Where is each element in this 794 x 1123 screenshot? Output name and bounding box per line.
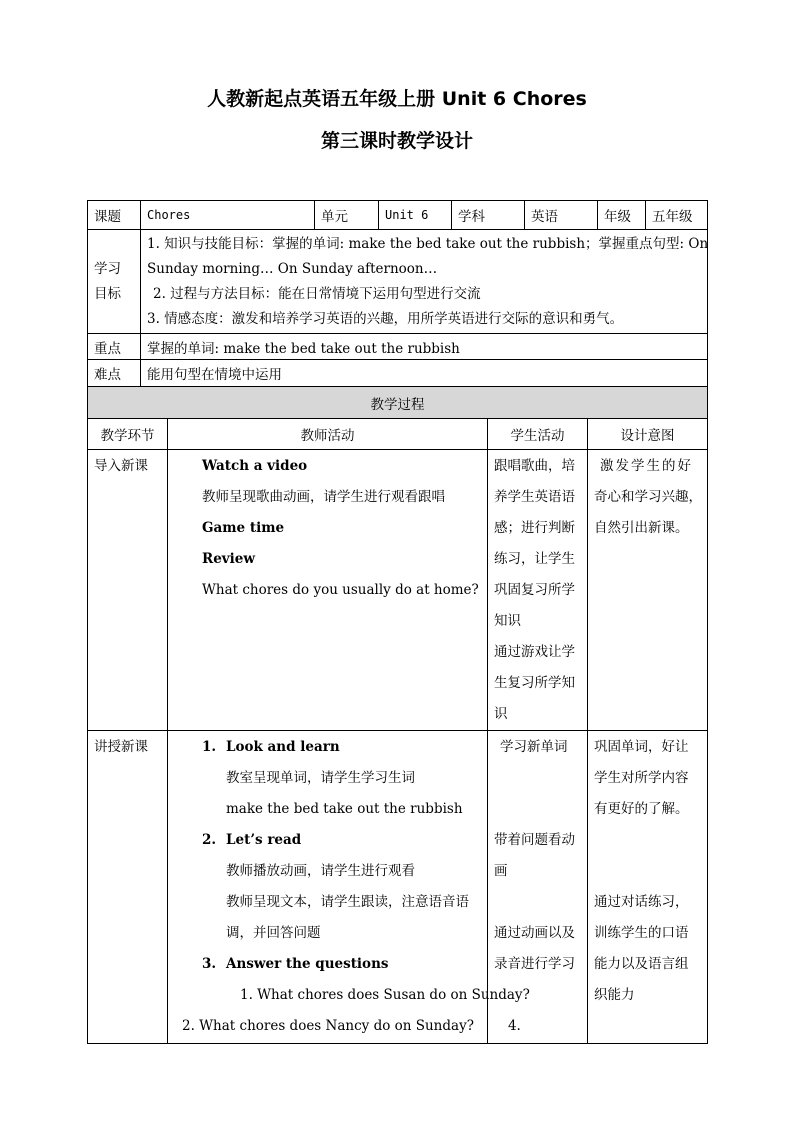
table-row [88, 450, 708, 731]
student-activity-cell [488, 450, 588, 731]
grade-label: 年级 [598, 201, 646, 230]
student-line: 知识 [494, 613, 521, 629]
activity-line: 1. What chores does Susan do on Sunday? [240, 987, 530, 1003]
activity-line: 2. Let’s read [202, 832, 302, 848]
topic-value: Chores [141, 201, 315, 230]
unit-value: Unit 6 [379, 201, 452, 230]
subject-value: 英语 [525, 201, 598, 230]
column-header-stage: 教学环节 [88, 419, 168, 450]
objectives-label-line2: 目标 [94, 285, 121, 302]
student-line: 识 [494, 706, 508, 722]
document-subtitle: 第三课时教学设计 [320, 130, 473, 152]
document-title: 人教新起点英语五年级上册 Unit 6 Chores [207, 88, 587, 110]
intent-line: 织能力 [594, 987, 635, 1003]
student-line [494, 887, 581, 918]
teaching-process-table [87, 386, 708, 1044]
grade-value: 五年级 [646, 201, 708, 230]
key-point-label: 重点 [88, 334, 141, 360]
intent-line: 有更好的了解。 [594, 801, 689, 817]
activity-line: 教师呈现文本，请学生跟读，注意语音语 [226, 894, 469, 910]
activity-line: make the bed take out the rubbish [226, 801, 463, 817]
intent-line: 能力以及语言组 [594, 956, 689, 972]
objectives-label-line1: 学习 [94, 260, 121, 277]
activity-line: What chores do you usually do at home? [202, 582, 479, 598]
activity-line: 教师播放动画，请学生进行观看 [226, 863, 415, 879]
student-line: 带着问题看动 [494, 832, 575, 848]
student-line: 跟唱歌曲，培 [494, 458, 575, 474]
student-line: 练习，让学生 [494, 551, 575, 567]
student-line: 录音进行学习 [494, 956, 575, 972]
difficulty-label: 难点 [88, 360, 141, 387]
student-line: 养学生英语语 [494, 489, 575, 505]
stage-label: 导入新课 [94, 458, 148, 474]
teacher-activity-cell [168, 450, 488, 731]
student-line: 通过游戏让学 [494, 644, 575, 660]
subject-label: 学科 [452, 201, 525, 230]
activity-line: 教室呈现单词，请学生学习生词 [226, 770, 415, 786]
intent-line: 自然引出新课。 [594, 520, 689, 536]
objective-line: 3. 情感态度：激发和培养学习英语的兴趣，用所学英语进行交际的意识和勇气。 [147, 310, 624, 327]
design-intent-cell [588, 450, 708, 731]
intent-line: 训练学生的口语 [594, 925, 689, 941]
intent-line: 激发学生的好 [600, 458, 693, 474]
topic-label: 课题 [88, 201, 141, 230]
column-header-student: 学生活动 [488, 419, 588, 450]
student-line: 生复习所学知 [494, 675, 575, 691]
intent-line: 奇心和学习兴趣， [594, 489, 702, 505]
table-row [88, 731, 708, 1044]
design-intent-cell [588, 731, 708, 1044]
lesson-info-table [87, 200, 708, 387]
teacher-activity-cell [168, 731, 530, 1044]
column-header-teacher: 教师活动 [168, 419, 488, 450]
objective-line: Sunday morning… On Sunday afternoon… [147, 260, 438, 277]
activity-line: Game time [202, 520, 285, 536]
activity-line: 1. Look and learn [202, 739, 340, 755]
activity-line: 教师呈现歌曲动画，请学生进行观看跟唱 [202, 489, 445, 505]
stage-label: 讲授新课 [94, 739, 148, 755]
stage-cell [88, 450, 168, 731]
objective-line: 2. 过程与方法目标：能在日常情境下运用句型进行交流 [153, 285, 481, 302]
student-line: 巩固复习所学 [494, 582, 575, 598]
activity-line: 2. What chores does Nancy do on Sunday? 4. [182, 1018, 521, 1034]
activity-line: 调，并回答问题 [226, 925, 321, 941]
intent-line: 学生对所学内容 [594, 770, 689, 786]
unit-label: 单元 [315, 201, 379, 230]
student-line: 感；进行判断 [494, 520, 575, 536]
student-line: 通过动画以及 [494, 925, 575, 941]
objectives-label [88, 230, 141, 334]
objectives-content [141, 230, 708, 334]
stage-cell [88, 731, 168, 1044]
student-line: 学习新单词 [500, 739, 568, 755]
activity-line: 3. Answer the questions [202, 956, 389, 972]
process-heading: 教学过程 [88, 387, 708, 419]
key-point-value: 掌握的单词: make the bed take out the rubbish [141, 334, 708, 360]
activity-line: Watch a video [202, 458, 308, 474]
activity-line: Review [202, 551, 255, 567]
column-header-intent: 设计意图 [588, 419, 708, 450]
intent-line: 通过对话练习， [594, 894, 689, 910]
student-line [494, 794, 581, 825]
intent-line [594, 825, 701, 856]
difficulty-value: 能用句型在情境中运用 [141, 360, 708, 387]
student-line: 画 [494, 863, 508, 879]
student-line [494, 763, 581, 794]
intent-line: 巩固单词，好让 [594, 739, 689, 755]
intent-line [594, 856, 701, 887]
objective-line: 1. 知识与技能目标：掌握的单词: make the bed take out the rubbish；掌握重点句型: On [147, 235, 709, 252]
